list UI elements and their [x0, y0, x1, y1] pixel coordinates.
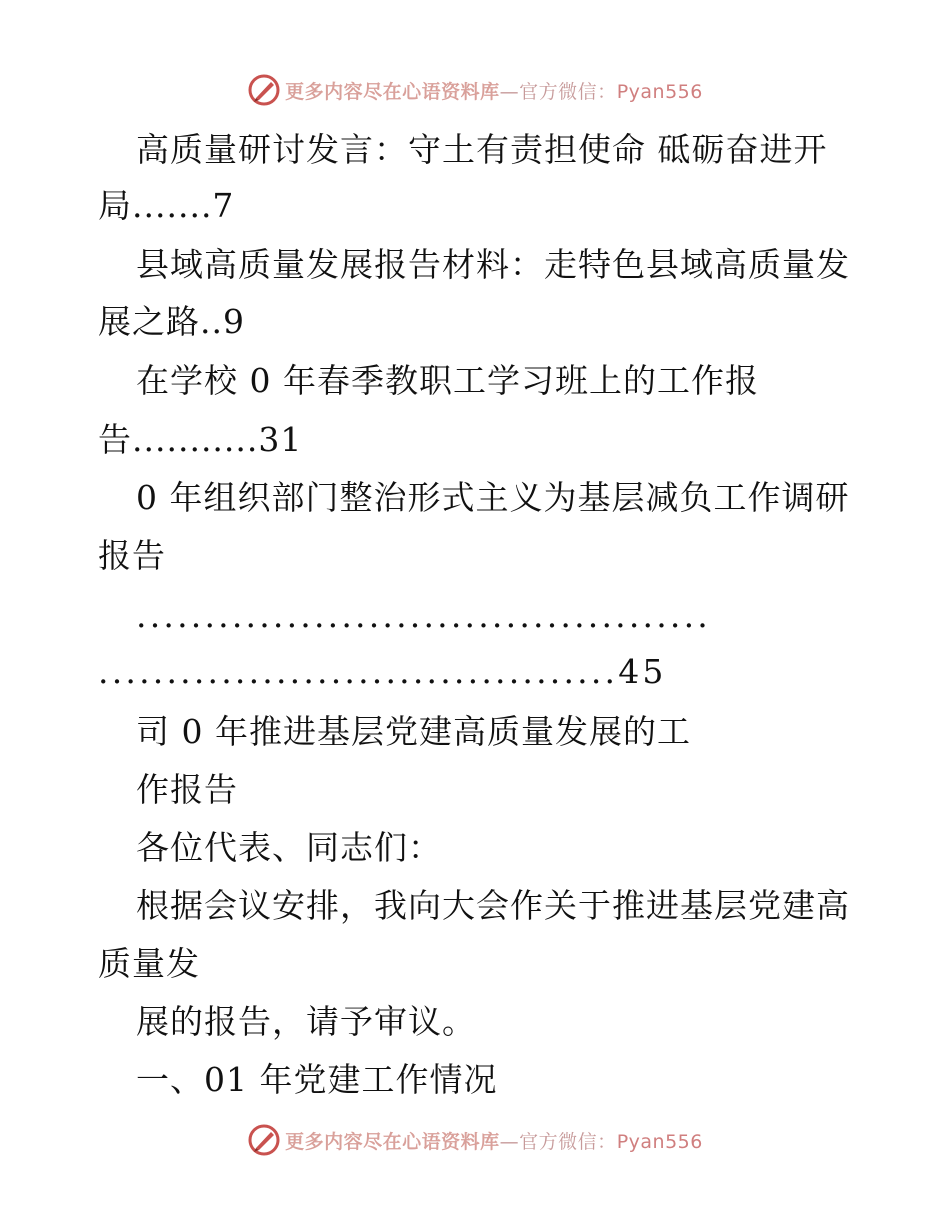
toc-entry-3-line-1: 在学校 0 年春季教职工学习班上的工作报 — [136, 361, 759, 400]
watermark-brand: 更多内容尽在心语资料库 — [285, 1130, 500, 1153]
watermark-contact: 官方微信： — [519, 1130, 617, 1153]
watermark-handle: Pyan556 — [616, 80, 703, 103]
watermark-contact: 官方微信： — [519, 80, 617, 103]
toc-entry-3-line-2: 告...........31 — [98, 420, 303, 459]
body-paragraph-1-line-2: 质量发 — [98, 944, 200, 983]
pen-logo-icon — [247, 1123, 281, 1157]
body-paragraph-2: 展的报告，请予审议。 — [136, 1002, 476, 1041]
footer-watermark — [0, 1120, 950, 1160]
watermark-text — [285, 1127, 703, 1154]
report-title-line-2: 作报告 — [136, 770, 238, 809]
toc-entry-4-dots: .......................................... — [136, 596, 711, 635]
body-paragraph-1-line-1: 根据会议安排，我向大会作关于推进基层党建高 — [136, 886, 850, 925]
watermark-dash: — — [499, 1130, 520, 1153]
toc-entry-4-line-2: 报告 — [98, 536, 166, 575]
watermark-brand: 更多内容尽在心语资料库 — [285, 80, 500, 103]
section-heading-1: 一、01 年党建工作情况 — [136, 1060, 498, 1099]
toc-entry-2-line-2: 展之路..9 — [98, 302, 245, 341]
toc-entry-4-page: ......................................45 — [98, 652, 667, 691]
salutation: 各位代表、同志们： — [136, 828, 442, 867]
report-title-line-1: 司 0 年推进基层党建高质量发展的工 — [136, 712, 691, 751]
toc-entry-1-line-1: 高质量研讨发言：守土有责担使命 砥砺奋进开 — [136, 130, 828, 169]
watermark-dash: — — [499, 80, 520, 103]
toc-entry-2-line-1: 县域高质量发展报告材料：走特色县域高质量发 — [136, 245, 850, 284]
watermark-handle: Pyan556 — [616, 1130, 703, 1153]
toc-entry-1-line-2: 局.......7 — [98, 186, 235, 225]
toc-entry-4-line-1: 0 年组织部门整治形式主义为基层减负工作调研 — [136, 478, 850, 517]
